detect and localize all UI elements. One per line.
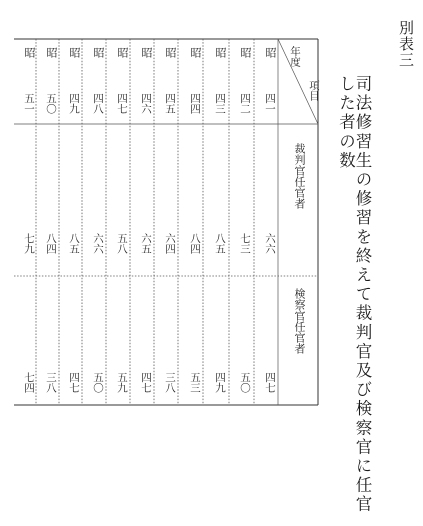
judges-count: 六六 <box>92 233 104 254</box>
judges-count: 七九 <box>23 233 35 254</box>
prosecutors-count: 五九 <box>116 372 128 393</box>
judges-count: 六四 <box>164 233 176 254</box>
judges-count: 五八 <box>116 233 128 254</box>
year-label: 四四 <box>189 93 201 114</box>
era-label: 昭 <box>214 47 227 58</box>
prosecutors-count: 四九 <box>214 372 226 393</box>
era-label: 昭 <box>264 47 277 58</box>
judges-count: 六五 <box>140 233 152 254</box>
judges-count: 七三 <box>239 233 251 254</box>
prosecutors-count: 四七 <box>140 372 152 393</box>
era-label: 昭 <box>116 47 129 58</box>
document-title: 司法修習生の修習を終えて裁判官及び検察官に任官した者の数 <box>336 75 372 515</box>
prosecutors-count: 四七 <box>264 372 276 393</box>
era-label: 昭 <box>45 47 58 58</box>
judges-header: 裁判官任官者 <box>293 143 306 209</box>
prosecutors-header: 検察官任官者 <box>293 288 306 354</box>
era-label: 昭 <box>23 47 36 58</box>
year-label: 四三 <box>214 93 226 114</box>
year-label: 四五 <box>164 93 176 114</box>
era-label: 昭 <box>239 47 252 58</box>
prosecutors-count: 三八 <box>45 372 57 393</box>
prosecutors-count: 五〇 <box>92 372 104 393</box>
era-label: 昭 <box>164 47 177 58</box>
prosecutors-count: 五〇 <box>239 372 251 393</box>
judges-count: 八四 <box>189 233 201 254</box>
header-item-label: 項目 <box>308 80 320 101</box>
prosecutors-count: 五三 <box>189 372 201 393</box>
prosecutors-count: 四七 <box>68 372 80 393</box>
year-label: 四二 <box>239 93 251 114</box>
year-label: 五一 <box>23 93 35 114</box>
year-label: 四九 <box>68 93 80 114</box>
era-label: 昭 <box>140 47 153 58</box>
year-label: 五〇 <box>45 93 57 114</box>
header-year-label: 年度 <box>289 46 301 67</box>
year-label: 四八 <box>92 93 104 114</box>
annex-label: 別表三 <box>397 20 415 68</box>
judges-count: 六六 <box>264 233 276 254</box>
judges-count: 八五 <box>68 233 80 254</box>
era-label: 昭 <box>189 47 202 58</box>
judges-count: 八五 <box>214 233 226 254</box>
year-label: 四七 <box>116 93 128 114</box>
year-label: 四一 <box>264 93 276 114</box>
judges-count: 八四 <box>45 233 57 254</box>
era-label: 昭 <box>92 47 105 58</box>
prosecutors-count: 三八 <box>164 372 176 393</box>
era-label: 昭 <box>68 47 81 58</box>
prosecutors-count: 七四 <box>23 372 35 393</box>
year-label: 四六 <box>140 93 152 114</box>
